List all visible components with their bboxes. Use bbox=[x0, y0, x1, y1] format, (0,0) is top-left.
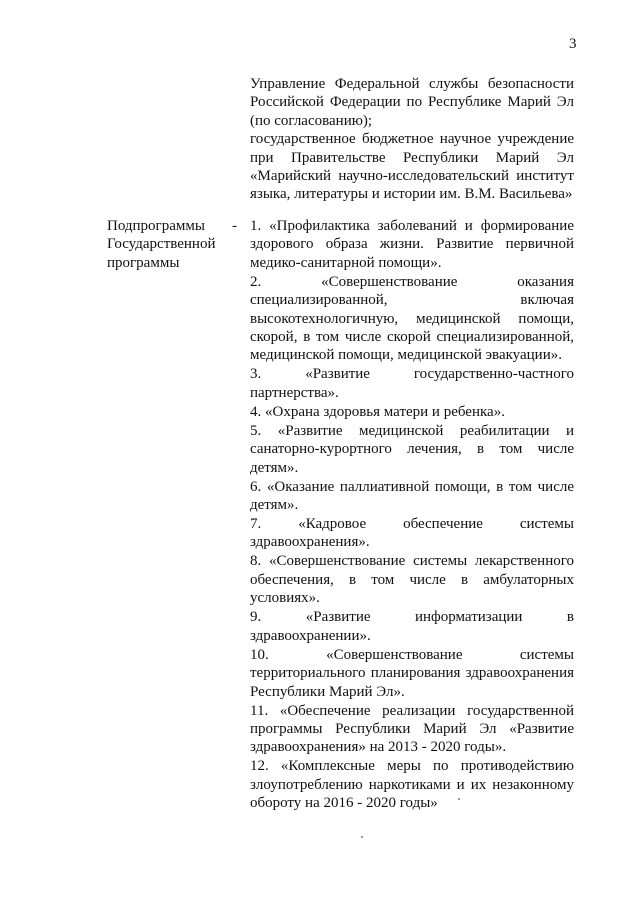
subprogram-item: 6. «Оказание паллиативной помощи, в том числе детям». bbox=[250, 478, 574, 514]
intro-paragraph: государственное бюджетное научное учреждение при Правительстве Республики Марий Эл «Марийский научно-исследовательский институт языка, литературы и истории им. В.М. Васильева» bbox=[250, 131, 574, 203]
subprogram-item: 7. «Кадровое обеспечение системы здравоохранения». bbox=[250, 516, 574, 551]
subprogram-item: 10. «Совершенствование системы территориального планирования здравоохранения Республики Марий Эл». bbox=[250, 646, 574, 700]
subprogram-item: 8. «Совершенствование системы лекарственного обеспечения, в том числе в амбулаторных условиях». bbox=[250, 553, 574, 607]
scan-speck bbox=[458, 798, 460, 800]
subprogram-item: 12. «Комплексные меры по противодействию злоупотреблению наркотиками и их незаконному обороту на 2016 - 2020 годы» bbox=[250, 758, 574, 812]
intro-paragraph: Управление Федеральной службы безопасности Российской Федерации по Республике Марий Эл (по согласованию); bbox=[250, 76, 574, 129]
subprogram-item: 2. «Совершенствование оказания специализированной, включая высокотехнологичную, медицинской помощи, скорой, в том числе скорой специализированной, медицинской помощи, медицинской эвакуации». bbox=[250, 273, 574, 364]
subprogram-item: 5. «Развитие медицинской реабилитации и санаторно-курортного лечения, в том числе детям». bbox=[250, 422, 574, 476]
subprogram-item: 9. «Развитие информатизации в здравоохранении». bbox=[250, 609, 574, 644]
page-number: 3 bbox=[569, 36, 577, 52]
responsible-organizations bbox=[250, 75, 574, 204]
subprogram-item: 4. «Охрана здоровья матери и ребенка». bbox=[250, 403, 505, 420]
subprogram-item: 3. «Развитие государственно-частного партнерства». bbox=[250, 366, 574, 401]
subprogram-item: 11. «Обеспечение реализации государственной программы Республики Марий Эл «Развитие здравоохранения» на 2013 - 2020 годы». bbox=[250, 702, 574, 756]
scan-speck bbox=[361, 836, 363, 838]
subprogram-item: 1. «Профилактика заболеваний и формирование здорового образа жизни. Развитие первичной медико-санитарной помощи». bbox=[250, 218, 574, 271]
subprogram-list bbox=[250, 217, 574, 813]
section-label: Подпрограммы Государственной программы bbox=[107, 218, 216, 271]
label-dash: - bbox=[232, 218, 237, 234]
